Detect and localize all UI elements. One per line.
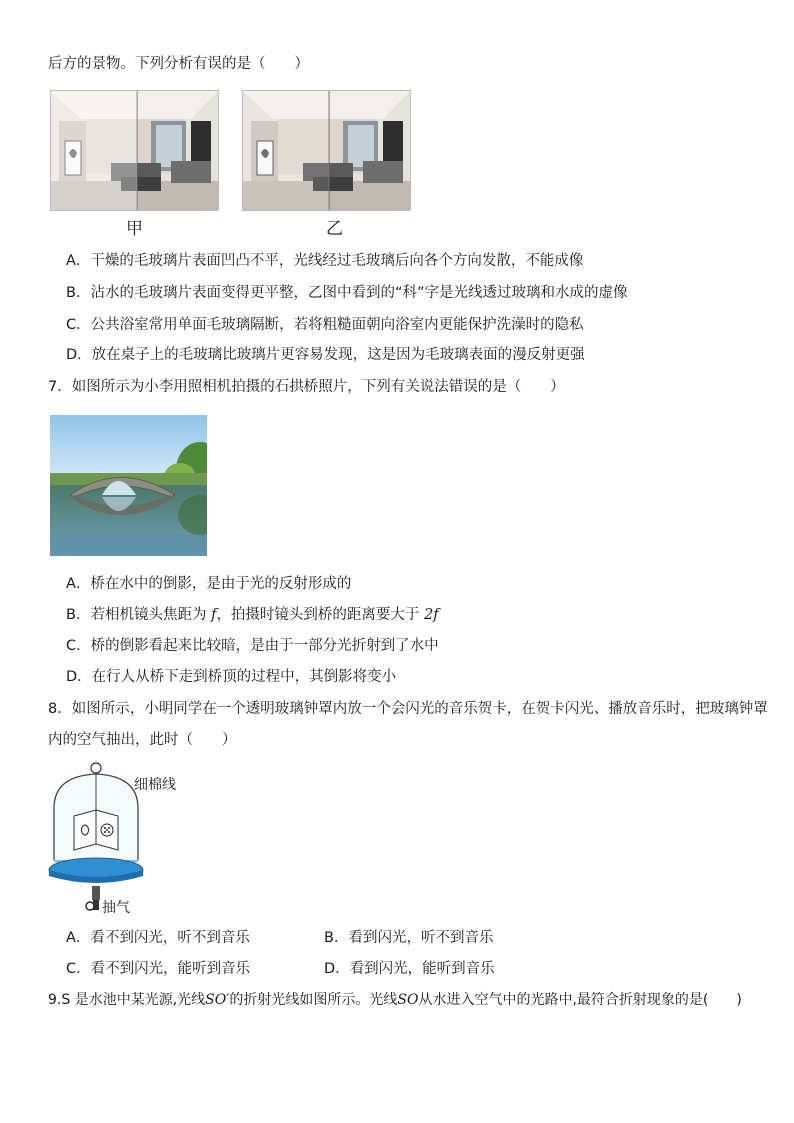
q8-option-c: C．看不到闪光，能听到音乐 bbox=[66, 961, 251, 977]
room-photo-jia bbox=[50, 90, 219, 211]
q8-stem-line2: 内的空气抽出，此时（ ） bbox=[48, 732, 237, 748]
q7-option-a: A．桥在水中的倒影，是由于光的反射形成的 bbox=[66, 576, 352, 592]
q7-stem: 7．如图所示为小李用照相机拍摄的石拱桥照片，下列有关说法错误的是（ ） bbox=[48, 379, 565, 395]
q6-stem-tail: 后方的景物。下列分析有误的是（ ） bbox=[48, 56, 309, 72]
q7-option-b: B．若相机镜头焦距为 f，拍摄时镜头到桥的距离要大于 2f bbox=[66, 607, 439, 623]
q6-option-c: C．公共浴室常用单面毛玻璃隔断，若将粗糙面朝向浴室内更能保护洗澡时的隐私 bbox=[66, 317, 584, 333]
q8-stem-line1: 8．如图所示，小明同学在一个透明玻璃钟罩内放一个会闪光的音乐贺卡，在贺卡闪光、播放音乐时，把玻璃钟罩 bbox=[48, 701, 768, 717]
caption-jia: 甲 bbox=[126, 219, 143, 239]
q6-option-d: D．放在桌子上的毛玻璃比玻璃片更容易发现，这是因为毛玻璃表面的漫反射更强 bbox=[66, 347, 585, 363]
label-pump-air: 抽气 bbox=[102, 900, 130, 916]
q8-option-d: D．看到闪光，能听到音乐 bbox=[324, 961, 495, 977]
q8-option-a: A．看不到闪光，听不到音乐 bbox=[66, 930, 250, 946]
room-photo-yi bbox=[242, 90, 411, 211]
q9-stem: 9.S 是水池中某光源,光线SO′的折射光线如图所示。光线SO从水进入空气中的光路中,最符合折射现象的是( ) bbox=[48, 992, 742, 1008]
stone-arch-bridge-photo bbox=[50, 415, 207, 556]
q6-option-b: B．沾水的毛玻璃片表面变得更平整，乙图中看到的“科”字是光线透过玻璃和水成的虚像 bbox=[66, 285, 628, 301]
caption-yi: 乙 bbox=[326, 219, 343, 239]
q8-option-b: B．看到闪光，听不到音乐 bbox=[324, 930, 494, 946]
bell-jar-diagram bbox=[46, 758, 146, 918]
q7-option-d: D．在行人从桥下走到桥顶的过程中，其倒影将变小 bbox=[66, 669, 397, 685]
label-thin-thread: 细棉线 bbox=[134, 777, 176, 793]
q6-option-a: A．干燥的毛玻璃片表面凹凸不平，光线经过毛玻璃后向各个方向发散，不能成像 bbox=[66, 253, 584, 269]
q7-option-c: C．桥的倒影看起来比较暗，是由于一部分光折射到了水中 bbox=[66, 638, 439, 654]
